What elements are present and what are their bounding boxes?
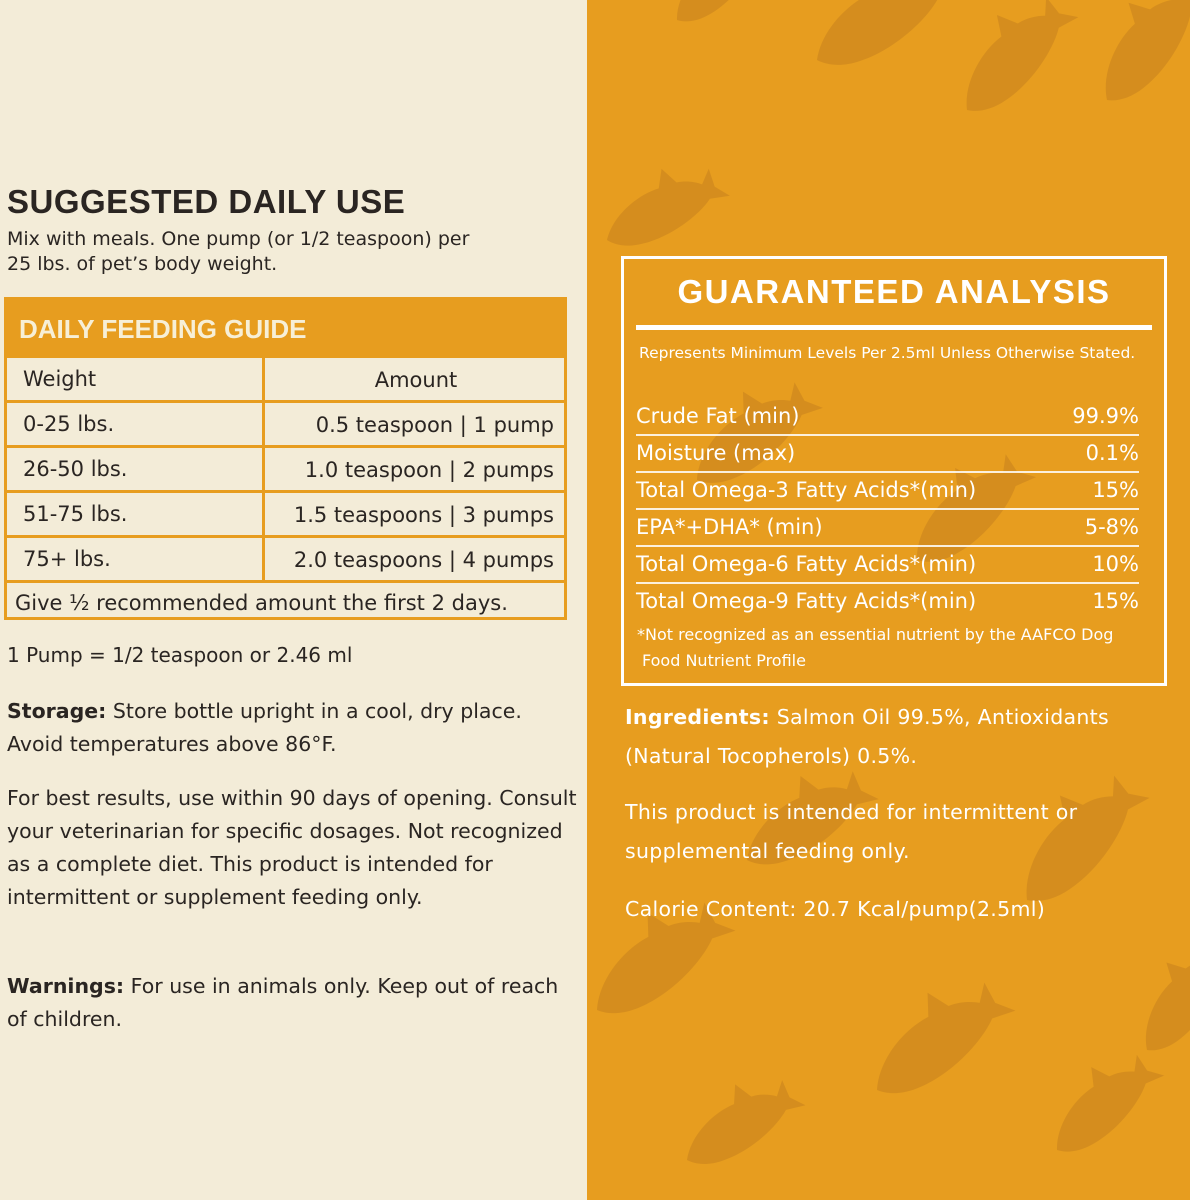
nutrient-name: Total Omega-9 Fatty Acids*(min) (636, 589, 977, 613)
aafco-footnote (637, 622, 1157, 674)
warnings-text: For use in animals only. Keep out of reach of children. (7, 974, 559, 1031)
best-results-paragraph: For best results, use within 90 days of opening. Consult your veterinarian for specific dosages. Not recognized as a complete diet. This product is intended for intermittent or supplement feeding only. (7, 786, 577, 909)
ingredients-text: Salmon Oil 99.5%, Antioxidants (Natural Tocopherols) 0.5%. (625, 705, 1110, 768)
fish-icon (942, 0, 1078, 132)
weight-cell: 26-50 lbs. (7, 448, 265, 490)
nutrient-name: Total Omega-3 Fatty Acids*(min) (636, 478, 977, 502)
suggested-daily-use-heading: SUGGESTED DAILY USE (7, 183, 406, 220)
nutrient-name: Moisture (max) (636, 441, 796, 465)
table-row (636, 510, 1139, 547)
intro-line-1: Mix with meals. One pump (or 1/2 teaspoon) per (7, 228, 470, 250)
amount-cell: 2.0 teaspoons | 4 pumps (293, 548, 554, 572)
table-row (636, 473, 1139, 510)
table-row (636, 584, 1139, 622)
title-divider (636, 325, 1152, 330)
right-panel (587, 0, 1190, 1200)
amount-cell: 0.5 teaspoon | 1 pump (315, 413, 554, 437)
warnings-label: Warnings: (7, 974, 125, 998)
left-panel (0, 0, 587, 1200)
fish-icon (659, 0, 773, 40)
table-row (636, 436, 1139, 473)
nutrient-name: EPA*+DHA* (min) (636, 515, 823, 539)
warnings-paragraph (7, 970, 582, 1036)
amount-cell: 1.5 teaspoons | 3 pumps (293, 503, 554, 527)
footnote-line-1: *Not recognized as an essential nutrient by the AAFCO Dog (637, 625, 1114, 644)
table-row (7, 538, 564, 583)
table-row (7, 493, 564, 538)
intro-line-2: 25 lbs. of pet’s body weight. (7, 253, 278, 275)
feeding-guide-header-row (7, 358, 564, 403)
table-row (636, 399, 1139, 436)
feeding-guide-title: DAILY FEEDING GUIDE (7, 300, 564, 358)
ingredients-paragraph (625, 698, 1165, 776)
weight-column-header: Weight (7, 358, 265, 400)
fish-icon (1036, 1036, 1164, 1172)
nutrient-name: Crude Fat (min) (636, 404, 800, 428)
fish-icon (796, 0, 962, 92)
fish-icon (592, 146, 730, 268)
fish-icon (1081, 0, 1190, 119)
table-row (7, 403, 564, 448)
fish-icon (670, 1058, 806, 1186)
storage-text: Store bottle upright in a cool, dry place. Avoid temperatures above 86°F. (7, 699, 522, 756)
weight-cell: 51-75 lbs. (7, 493, 265, 535)
amount-cell: 1.0 teaspoon | 2 pumps (304, 458, 554, 482)
feeding-guide-footer: Give ½ recommended amount the first 2 days. (15, 591, 508, 615)
intended-use-paragraph: This product is intended for intermittent or supplemental feeding only. (625, 800, 1078, 863)
fish-icon (1124, 927, 1190, 1067)
storage-paragraph (7, 695, 582, 761)
table-row (7, 448, 564, 493)
weight-cell: 75+ lbs. (7, 538, 265, 580)
calorie-content: Calorie Content: 20.7 Kcal/pump(2.5ml) (625, 897, 1046, 921)
guaranteed-analysis-box (621, 256, 1167, 686)
nutrient-value: 15% (1092, 589, 1139, 613)
nutrient-value: 15% (1092, 478, 1139, 502)
pump-conversion-note: 1 Pump = 1/2 teaspoon or 2.46 ml (7, 643, 353, 667)
fish-icon (854, 958, 1016, 1120)
analysis-subtitle: Represents Minimum Levels Per 2.5ml Unless Otherwise Stated. (639, 344, 1136, 362)
nutrient-value: 10% (1092, 552, 1139, 576)
analysis-table (636, 399, 1139, 622)
nutrient-value: 5-8% (1084, 515, 1139, 539)
amount-column-header: Amount (374, 368, 458, 392)
storage-label: Storage: (7, 699, 107, 723)
guaranteed-analysis-title: GUARANTEED ANALYSIS (677, 273, 1111, 310)
footnote-line-2: Food Nutrient Profile (642, 651, 806, 670)
nutrient-name: Total Omega-6 Fatty Acids*(min) (636, 552, 977, 576)
nutrient-value: 0.1% (1085, 441, 1139, 465)
weight-cell: 0-25 lbs. (7, 403, 265, 445)
ingredients-label: Ingredients: (625, 705, 770, 729)
nutrient-value: 99.9% (1072, 404, 1139, 428)
intro-text (7, 227, 567, 277)
table-row (636, 547, 1139, 584)
daily-feeding-guide-table (4, 297, 567, 620)
